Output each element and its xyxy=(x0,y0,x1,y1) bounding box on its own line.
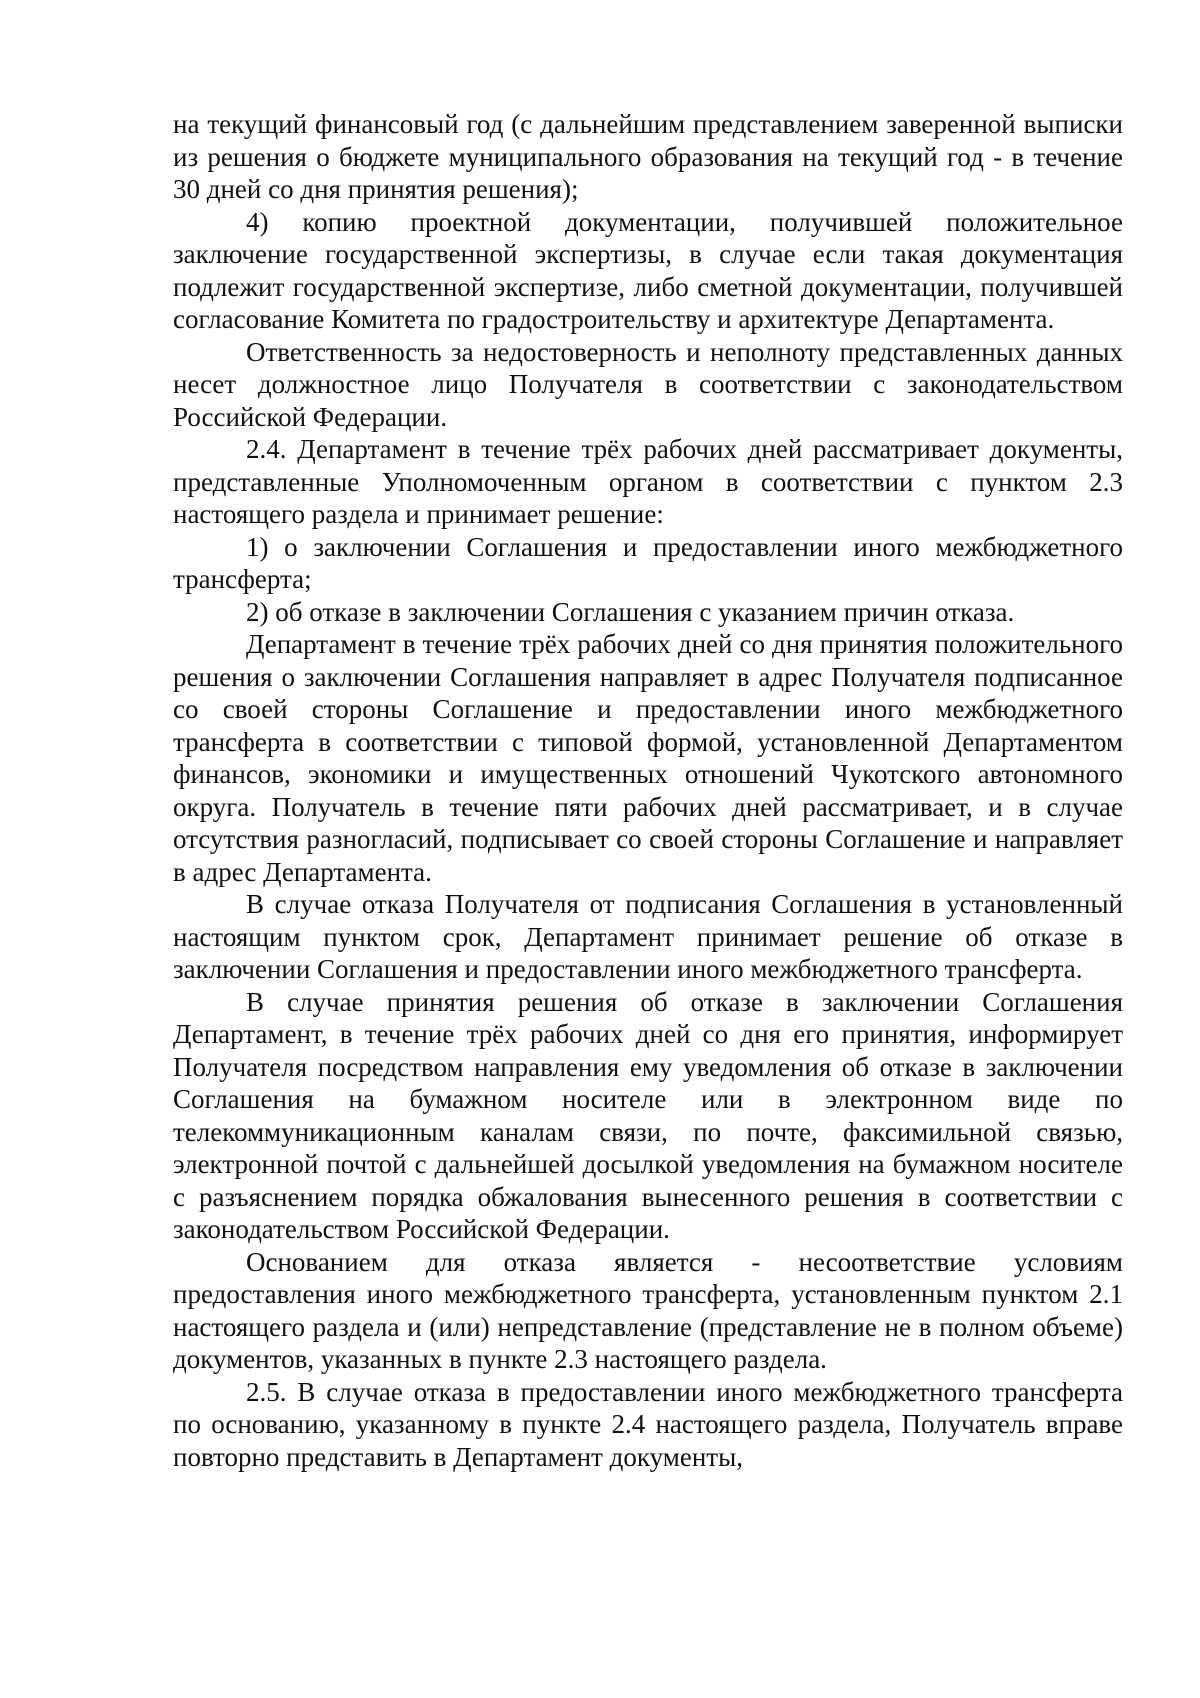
paragraph-5: 1) о заключении Соглашения и предоставлении иного межбюджетного трансферта; xyxy=(173,531,1123,594)
paragraph-1: на текущий финансовый год (с дальнейшим представлением заверенной выписки из решения о бюджете муниципального образования на текущий год - в течение 30 дней со дня принятия решения); xyxy=(173,109,1123,204)
paragraph-9: В случае принятия решения об отказе в заключении Соглашения Департамент, в течение трёх рабочих дней со дня его принятия, информирует Получателя посредством направления ему уведомления об отказе в заключении Соглашения на бумажном носителе или в электронном виде по телекоммуникационным каналам связи, по почте, факсимильной связью, электронной почтой с дальнейшей досылкой уведомления на бумажном носителе с разъяснением порядка обжалования вынесенного решения в соответствии с законодательством Российской Федерации. xyxy=(173,986,1123,1244)
paragraph-11: 2.5. В случае отказа в предоставлении иного межбюджетного трансферта по основанию, указанному в пункте 2.4 настоящего раздела, Получатель вправе повторно представить в Департамент документы, xyxy=(173,1376,1123,1472)
paragraph-2: 4) копию проектной документации, получившей положительное заключение государственной экспертизы, в случае если такая документация подлежит государственной экспертизе, либо сметной документации, получившей согласование Комитета по градостроительству и архитектуре Департамента. xyxy=(173,206,1123,334)
paragraph-10: Основанием для отказа является - несоответствие условиям предоставления иного межбюджетного трансферта, установленным пунктом 2.1 настоящего раздела и (или) непредставление (представление не в полном объеме) документов, указанных в пункте 2.3 настоящего раздела. xyxy=(173,1246,1123,1374)
paragraph-3: Ответственность за недостоверность и неполноту представленных данных несет должностное лицо Получателя в соответствии с законодательством Российской Федерации. xyxy=(173,336,1123,432)
paragraph-7: Департамент в течение трёх рабочих дней со дня принятия положительного решения о заключении Соглашения направляет в адрес Получателя подписанное со своей стороны Соглашение и предоставлении иного межбюджетного трансферта в соответствии с типовой формой, установленной Департаментом финансов, экономики и имущественных отношений Чукотского автономного округа. Получатель в течение пяти рабочих дней рассматривает, и в случае отсутствия разногласий, подписывает со своей стороны Соглашение и направляет в адрес Департамента. xyxy=(173,629,1123,887)
paragraph-4: 2.4. Департамент в течение трёх рабочих дней рассматривает документы, представленные Уполномоченным органом в соответствии с пунктом 2.3 настоящего раздела и принимает решение: xyxy=(173,434,1123,529)
paragraph-6: 2) об отказе в заключении Соглашения с указанием причин отказа. xyxy=(246,596,1015,627)
paragraph-8: В случае отказа Получателя от подписания Соглашения в установленный настоящим пунктом срок, Департамент принимает решение об отказе в заключении Соглашения и предоставлении иного межбюджетного трансферта. xyxy=(173,889,1123,984)
document-page xyxy=(173,108,1123,1473)
